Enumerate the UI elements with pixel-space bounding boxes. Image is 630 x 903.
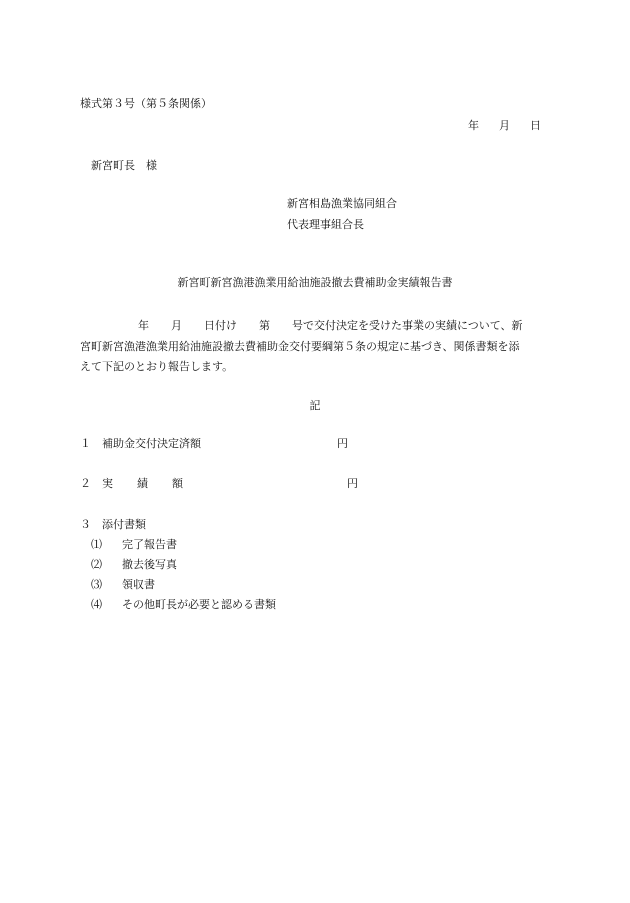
item-1-number: １ [80, 437, 91, 450]
addressee: 新宮町長 様 [91, 159, 157, 172]
item-2-label-part-2: 績 [137, 477, 148, 490]
attachment-1-number: ⑴ [91, 538, 102, 551]
attachment-1-label: 完了報告書 [122, 538, 177, 551]
attachment-3-number: ⑶ [91, 578, 102, 591]
form-number-label: 様式第３号（第５条関係） [80, 97, 212, 110]
ki-heading: 記 [309, 399, 321, 412]
body-line-1: 年 月 日付け 第 号で交付決定を受けた事業の実績について、新 [138, 319, 523, 332]
attachment-2-number: ⑵ [91, 558, 102, 571]
attachment-2-label: 撤去後写真 [122, 558, 177, 571]
body-line-3: えて下記のとおり報告します。 [80, 360, 234, 373]
document-title: 新宮町新宮漁港漁業用給油施設撤去費補助金実績報告書 [177, 276, 453, 289]
item-1-unit: 円 [337, 437, 348, 450]
body-paragraph [80, 316, 554, 378]
date-day: 日 [530, 119, 541, 132]
item-2-label [102, 477, 183, 491]
body-line-2: 宮町新宮漁港漁業用給油施設撤去費補助金交付要綱第５条の規定に基づき、関係書類を添 [80, 339, 520, 353]
date-line [468, 119, 541, 133]
attachment-4-number: ⑷ [91, 598, 102, 611]
attachment-4-label: その他町長が必要と認める書類 [122, 598, 276, 611]
date-month: 月 [499, 119, 510, 132]
item-2-number: ２ [80, 477, 91, 490]
attachment-3-label: 領収書 [122, 578, 155, 591]
item-1-label: 補助金交付決定済額 [102, 437, 201, 450]
sender-organization: 新宮相島漁業協同組合 [287, 197, 397, 210]
item-2-unit: 円 [347, 477, 358, 490]
item-2-label-part-1: 実 [102, 477, 113, 490]
item-3-label: 添付書類 [102, 518, 146, 531]
sender-representative: 代表理事組合長 [287, 218, 364, 231]
item-2-label-part-3: 額 [172, 477, 183, 490]
date-year: 年 [468, 119, 479, 132]
item-3-number: ３ [80, 518, 91, 531]
